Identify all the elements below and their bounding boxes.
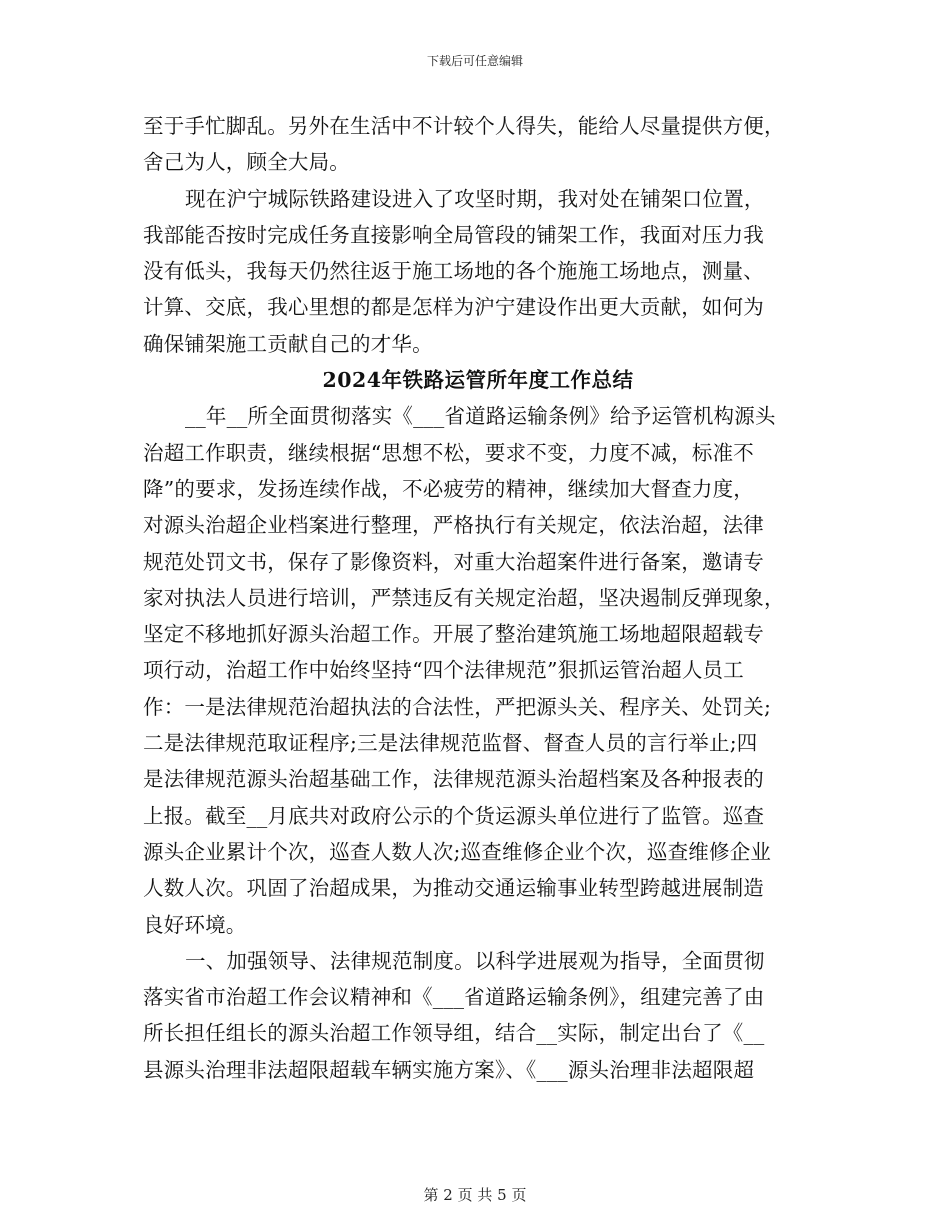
text-line: 人数人次。巩固了治超成果，为推动交通运输事业转型跨越进展制造 — [143, 876, 764, 901]
document-title: 2024年铁路运管所年度工作总结 — [322, 368, 634, 393]
text-line: 至于手忙脚乱。另外在生活中不计较个人得失，能给人尽量提供方便， — [143, 114, 785, 138]
text-line: 良好环境。 — [143, 912, 247, 937]
text-line: 对源头治超企业档案进行整理，严格执行有关规定，依法治超，法律 — [143, 513, 764, 538]
text-line: 计算、交底，我心里想的都是怎样为沪宁建设作出更大贡献，如何为 — [143, 295, 764, 320]
text-line: 没有低头，我每天仍然往返于施工场地的各个施施工场地点，测量、 — [143, 259, 764, 284]
text-line: 源头企业累计个次，巡查人数人次;巡查维修企业个次，巡查维修企业 — [143, 839, 772, 864]
page-header-note: 下载后可任意编辑 — [426, 54, 523, 68]
text-line: 治超工作职责，继续根据“思想不松，要求不变，力度不减，标准不 — [143, 440, 754, 465]
text-line: 上报。截至__月底共对政府公示的个货运源头单位进行了监管。巡查 — [143, 803, 765, 828]
text-line: 县源头治理非法超限超载车辆实施方案》、《___源头治理非法超限超 — [143, 1057, 755, 1082]
text-line: 落实省市治超工作会议精神和《___省道路运输条例》，组建完善了由 — [143, 985, 765, 1010]
text-line: 规范处罚文书，保存了影像资料，对重大治超案件进行备案，邀请专 — [143, 549, 764, 574]
page-number: 第 2 页 共 5 页 — [423, 1186, 527, 1204]
text-line: 二是法律规范取证程序;三是法律规范监督、督查人员的言行举止;四 — [143, 731, 758, 756]
text-line: 我部能否按时完成任务直接影响全局管段的铺架工作，我面对压力我 — [143, 222, 764, 247]
text-line: 项行动，治超工作中始终坚持“四个法律规范”狠抓运管治超人员工 — [143, 658, 744, 683]
text-line: __年__所全面贯彻落实《___省道路运输条例》给予运管机构源头 — [185, 404, 776, 429]
text-line: 一、加强领导、法律规范制度。以科学进展观为指导，全面贯彻 — [185, 948, 765, 973]
text-line: 是法律规范源头治超基础工作，法律规范源头治超档案及各种报表的 — [143, 767, 764, 792]
text-line: 舍己为人，顾全大局。 — [143, 150, 350, 175]
text-line: 坚定不移地抓好源头治超工作。开展了整治建筑施工场地超限超载专 — [143, 622, 764, 647]
document-body — [143, 108, 813, 1088]
text-line: 确保铺架施工贡献自己的才华。 — [143, 331, 433, 356]
text-line: 家对执法人员进行培训，严禁违反有关规定治超，坚决遏制反弹现象， — [143, 585, 785, 610]
text-line: 降”的要求，发扬连续作战，不必疲劳的精神，继续加大督查力度， — [143, 476, 754, 501]
text-line: 作：一是法律规范治超执法的合法性，严把源头关、程序关、处罚关; — [143, 694, 772, 719]
text-line: 所长担任组长的源头治超工作领导组，结合__实际，制定出台了《__ — [143, 1021, 765, 1046]
text-line: 现在沪宁城际铁路建设进入了攻坚时期，我对处在铺架口位置， — [185, 186, 765, 211]
